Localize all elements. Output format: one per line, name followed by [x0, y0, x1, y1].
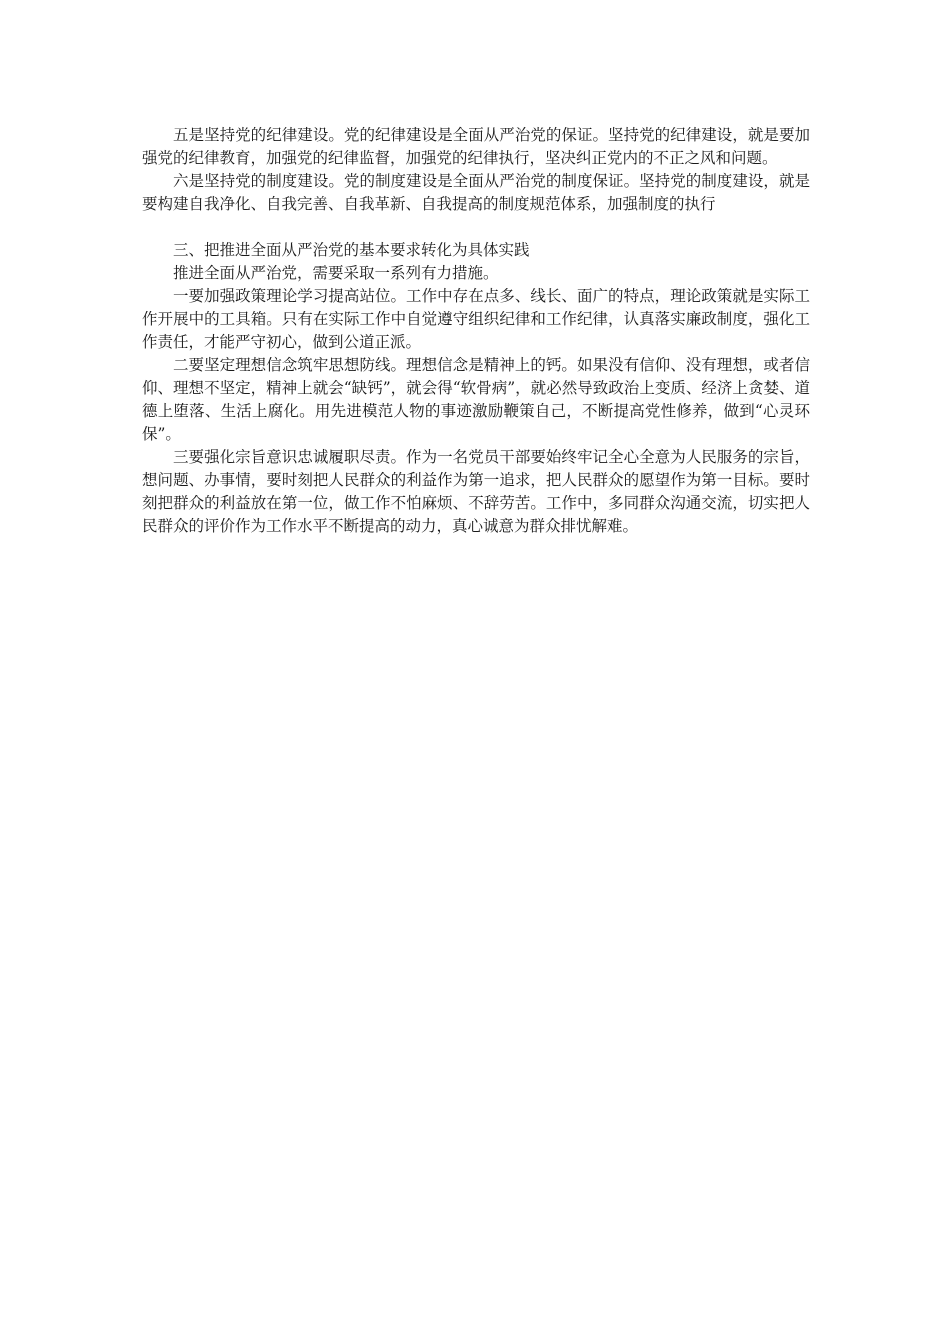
paragraph-intro-measures: 推进全面从严治党，需要采取一系列有力措施。	[173, 264, 499, 282]
paragraph-measure-3: 三要强化宗旨意识忠诚履职尽责。作为一名党员干部要始终牢记全心全意为人民服务的宗旨，想问题、办事情，要时刻把人民群众的利益作为第一追求，把人民群众的愿望作为第一目标。要时刻把群众的利益放在第一位，做工作不怕麻烦、不辞劳苦。工作中，多同群众沟通交流，切实把人民群众的评价作为工作水平不断提高的动力，真心诚意为群众排忧解难。	[142, 448, 810, 535]
paragraph-measure-2: 二要坚定理想信念筑牢思想防线。理想信念是精神上的钙。如果没有信仰、没有理想，或者信仰、理想不坚定，精神上就会“缺钙”，就会得“软骨病”，就必然导致政治上变质、经济上贪婪、道德上堕落、生活上腐化。用先进模范人物的事迹激励鞭策自己，不断提高党性修养，做到“心灵环保”。	[142, 356, 810, 443]
paragraph-discipline: 五是坚持党的纪律建设。党的纪律建设是全面从严治党的保证。坚持党的纪律建设，就是要加强党的纪律教育，加强党的纪律监督，加强党的纪律执行，坚决纠正党内的不正之风和问题。	[142, 126, 810, 167]
section-heading-3: 三、把推进全面从严治党的基本要求转化为具体实践	[173, 241, 530, 259]
paragraph-institution: 六是坚持党的制度建设。党的制度建设是全面从严治党的制度保证。坚持党的制度建设，就是要构建自我净化、自我完善、自我革新、自我提高的制度规范体系，加强制度的执行	[142, 172, 810, 213]
paragraph-measure-1: 一要加强政策理论学习提高站位。工作中存在点多、线长、面广的特点，理论政策就是实际工作开展中的工具箱。只有在实际工作中自觉遵守组织纪律和工作纪律，认真落实廉政制度，强化工作责任，才能严守初心，做到公道正派。	[142, 287, 810, 351]
document-body	[142, 124, 810, 538]
